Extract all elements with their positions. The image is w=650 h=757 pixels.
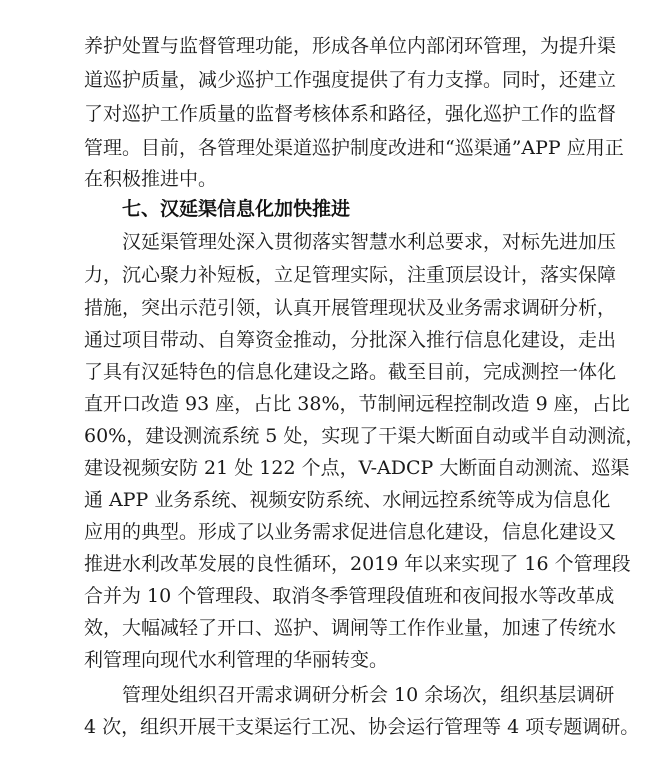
paragraph-line: 通过项目带动、自筹资金推动，分批深入推行信息化建设，走出 bbox=[84, 329, 617, 351]
paragraph-line: 效，大幅减轻了开口、巡护、调闸等工作作业量，加速了传统水 bbox=[84, 617, 617, 639]
paragraph-line: 推进水利改革发展的良性循环，2019 年以来实现了 16 个管理段 bbox=[84, 553, 631, 575]
paragraph-line: 合并为 10 个管理段、取消冬季管理段值班和夜间报水等改革成 bbox=[84, 585, 615, 607]
paragraph-line: 力，沉心聚力补短板，立足管理实际，注重顶层设计，落实保障 bbox=[84, 264, 617, 286]
paragraph-line: 道巡护质量，减少巡护工作强度提供了有力支撑。同时，还建立 bbox=[84, 69, 617, 91]
paragraph-line: 建设视频安防 21 处 122 个点，V-ADCP 大断面自动测流、巡渠 bbox=[84, 457, 630, 479]
paragraph-line: 应用的典型。形成了以业务需求促进信息化建设，信息化建设又 bbox=[84, 521, 617, 543]
paragraph-line: 利管理向现代水利管理的华丽转变。 bbox=[84, 649, 389, 671]
paragraph-line: 通 APP 业务系统、视频安防系统、水闸远控系统等成为信息化 bbox=[84, 489, 611, 511]
paragraph-line: 措施，突出示范引领，认真开展管理现状及业务需求调研分析， bbox=[84, 297, 617, 319]
paragraph-line: 4 次，组织开展干支渠运行工况、协会运行管理等 4 项专题调研。 bbox=[84, 716, 640, 738]
paragraph-line: 汉延渠管理处深入贯彻落实智慧水利总要求，对标先进加压 bbox=[122, 231, 617, 253]
section-heading: 七、汉延渠信息化加快推进 bbox=[122, 198, 351, 220]
paragraph-line: 直开口改造 93 座，占比 38%，节制闸远程控制改造 9 座，占比 bbox=[84, 393, 630, 415]
paragraph-line: 了具有汉延特色的信息化建设之路。截至目前，完成测控一体化 bbox=[84, 361, 617, 383]
paragraph-line: 养护处置与监督管理功能，形成各单位内部闭环管理，为提升渠 bbox=[84, 35, 617, 57]
paragraph-line: 了对巡护工作质量的监督考核体系和路径，强化巡护工作的监督 bbox=[84, 103, 617, 125]
paragraph-line: 管理。目前，各管理处渠道巡护制度改进和“巡渠通”APP 应用正 bbox=[84, 137, 624, 159]
paragraph-line: 在积极推进中。 bbox=[84, 168, 218, 190]
paragraph-line: 管理处组织召开需求调研分析会 10 余场次，组织基层调研 bbox=[122, 684, 615, 706]
paragraph-line: 60%，建设测流系统 5 处，实现了干渠大断面自动或半自动测流， bbox=[84, 425, 645, 447]
